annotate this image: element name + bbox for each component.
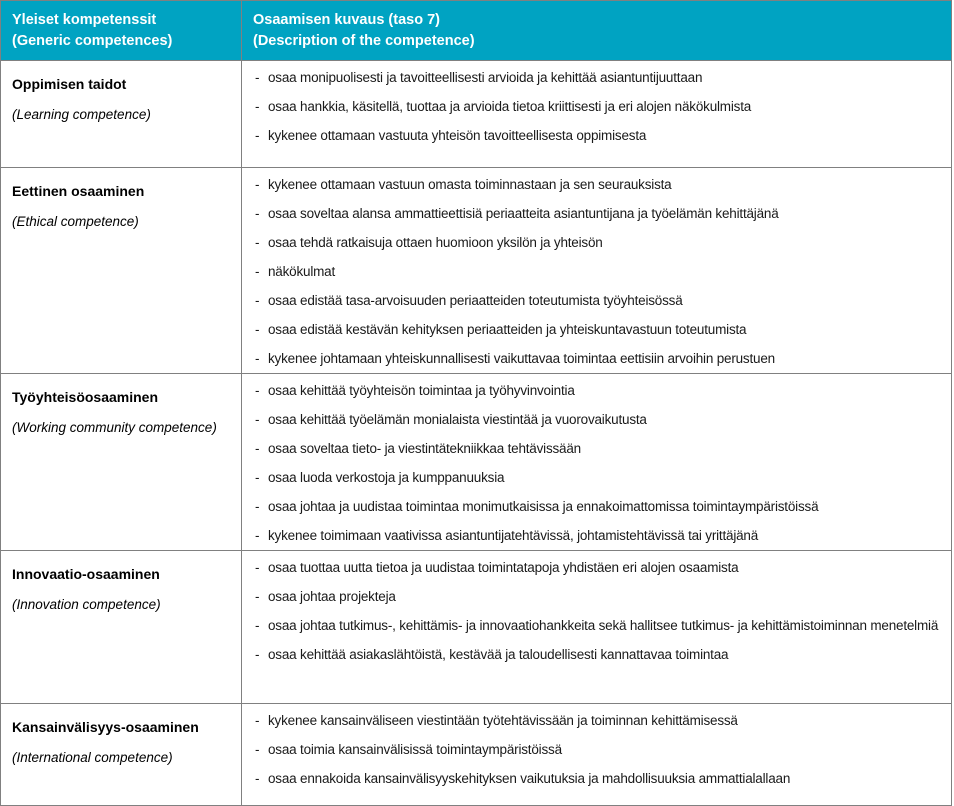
bullet-dash-icon: - — [255, 177, 260, 192]
bullet-text: osaa toimia kansainvälisissä toimintaympäristöissä — [268, 742, 562, 757]
competence-name-cell — [1, 704, 242, 806]
bullet-text: näkökulmat — [268, 264, 336, 279]
table-header — [1, 1, 952, 61]
table-row-innovation-competence — [1, 551, 952, 704]
bullet-item — [255, 199, 941, 228]
competence-title: Innovaatio-osaaminen — [12, 566, 160, 582]
bullet-item — [255, 257, 941, 286]
competence-description-cell — [242, 168, 952, 374]
bullet-dash-icon: - — [255, 441, 260, 456]
header-title-fi: Yleiset kompetenssit — [12, 12, 157, 28]
bullet-dash-icon: - — [255, 647, 260, 662]
bullet-text: osaa tuottaa uutta tietoa ja uudistaa toimintatapoja yhdistäen eri alojen osaamista — [268, 560, 739, 575]
bullet-dash-icon: - — [255, 499, 260, 514]
bullet-text: osaa soveltaa tieto- ja viestintätekniikkaa tehtävissään — [268, 441, 581, 456]
competence-subtitle: (Learning competence) — [12, 107, 151, 122]
bullet-dash-icon: - — [255, 128, 260, 143]
header-title-fi: Osaamisen kuvaus (taso 7) — [253, 12, 440, 28]
bullet-text: kykenee johtamaan yhteiskunnallisesti vaikuttavaa toimintaa eettisiin arvoihin perustuen — [268, 351, 775, 366]
bullet-dash-icon: - — [255, 742, 260, 757]
bullet-item — [255, 286, 941, 315]
bullet-text: kykenee ottamaan vastuuta yhteisön tavoitteellisesta oppimisesta — [268, 128, 647, 143]
competence-name-cell — [1, 61, 242, 168]
bullet-dash-icon: - — [255, 70, 260, 85]
bullet-text: osaa johtaa tutkimus-, kehittämis- ja innovaatiohankkeita sekä hallitsee tutkimus- ja kehittämistoiminnan menetelmiä — [268, 618, 939, 633]
bullet-text: osaa edistää tasa-arvoisuuden periaatteiden toteutumista työyhteisössä — [268, 293, 683, 308]
bullet-list — [242, 374, 951, 550]
competence-description-cell — [242, 61, 952, 168]
bullet-list — [242, 551, 951, 669]
bullet-text: osaa tehdä ratkaisuja ottaen huomioon yksilön ja yhteisön — [268, 235, 603, 250]
bullet-text: osaa johtaa projekteja — [268, 589, 396, 604]
competence-subtitle: (Innovation competence) — [12, 597, 161, 612]
bullet-item — [255, 582, 941, 611]
bullet-dash-icon: - — [255, 293, 260, 308]
bullet-dash-icon: - — [255, 412, 260, 427]
bullet-item — [255, 344, 941, 373]
competence-title: Työyhteisöosaaminen — [12, 389, 159, 405]
bullet-item — [255, 611, 941, 640]
bullet-dash-icon: - — [255, 264, 260, 279]
bullet-item — [255, 121, 941, 150]
bullet-text: osaa soveltaa alansa ammattieettisiä periaatteita asiantuntijana ja työelämän kehittäjänä — [268, 206, 779, 221]
bullet-text: osaa kehittää työelämän monialaista viestintää ja vuorovaikutusta — [268, 412, 647, 427]
bullet-item — [255, 376, 941, 405]
table-row-ethical-competence — [1, 168, 952, 374]
header-cell-competence-description — [242, 1, 952, 61]
bullet-item — [255, 492, 941, 521]
bullet-list — [242, 168, 951, 373]
bullet-item — [255, 521, 941, 550]
header-title-en: (Generic competences) — [12, 33, 173, 49]
bullet-text: kykenee kansainväliseen viestintään työtehtävissään ja toiminnan kehittämisessä — [268, 713, 738, 728]
bullet-text: osaa kehittää asiakaslähtöistä, kestävää ja taloudellisesti kannattavaa toimintaa — [268, 647, 729, 662]
competence-name-cell — [1, 374, 242, 551]
table-row-working-community-competence — [1, 374, 952, 551]
bullet-text: osaa johtaa ja uudistaa toimintaa monimutkaisissa ja ennakoimattomissa toimintaympäristöissä — [268, 499, 819, 514]
bullet-dash-icon: - — [255, 713, 260, 728]
competence-description-cell — [242, 374, 952, 551]
bullet-list — [242, 704, 951, 793]
competence-description-cell — [242, 704, 952, 806]
header-cell-generic-competences — [1, 1, 242, 61]
bullet-item — [255, 640, 941, 669]
bullet-text: osaa kehittää työyhteisön toimintaa ja työhyvinvointia — [268, 383, 575, 398]
competence-title: Oppimisen taidot — [12, 76, 127, 92]
bullet-item — [255, 434, 941, 463]
competence-title: Eettinen osaaminen — [12, 183, 145, 199]
bullet-item — [255, 706, 941, 735]
bullet-dash-icon: - — [255, 528, 260, 543]
bullet-item — [255, 228, 941, 257]
bullet-dash-icon: - — [255, 99, 260, 114]
competence-name-cell — [1, 551, 242, 704]
bullet-dash-icon: - — [255, 618, 260, 633]
table-row-learning-competence — [1, 61, 952, 168]
competence-subtitle: (Ethical competence) — [12, 214, 139, 229]
bullet-dash-icon: - — [255, 589, 260, 604]
bullet-text: osaa luoda verkostoja ja kumppanuuksia — [268, 470, 505, 485]
bullet-dash-icon: - — [255, 351, 260, 366]
bullet-dash-icon: - — [255, 235, 260, 250]
header-title-en: (Description of the competence) — [253, 33, 475, 49]
table-row-international-competence — [1, 704, 952, 806]
bullet-dash-icon: - — [255, 470, 260, 485]
bullet-item — [255, 463, 941, 492]
bullet-text: osaa hankkia, käsitellä, tuottaa ja arvioida tietoa kriittisesti ja eri alojen näkökulmista — [268, 99, 752, 114]
bullet-item — [255, 735, 941, 764]
competence-subtitle: (Working community competence) — [12, 420, 217, 435]
bullet-text: osaa ennakoida kansainvälisyyskehityksen vaikutuksia ja mahdollisuuksia ammattialallaan — [268, 771, 791, 786]
bullet-dash-icon: - — [255, 383, 260, 398]
bullet-dash-icon: - — [255, 771, 260, 786]
bullet-item — [255, 764, 941, 793]
bullet-dash-icon: - — [255, 206, 260, 221]
bullet-item — [255, 553, 941, 582]
bullet-item — [255, 170, 941, 199]
competence-description-cell — [242, 551, 952, 704]
bullet-dash-icon: - — [255, 560, 260, 575]
bullet-text: kykenee ottamaan vastuun omasta toiminnastaan ja sen seurauksista — [268, 177, 672, 192]
competence-name-cell — [1, 168, 242, 374]
bullet-list — [242, 61, 951, 150]
competence-subtitle: (International competence) — [12, 750, 173, 765]
bullet-item — [255, 63, 941, 92]
bullet-text: osaa monipuolisesti ja tavoitteellisesti arvioida ja kehittää asiantuntijuuttaan — [268, 70, 703, 85]
bullet-text: kykenee toimimaan vaativissa asiantuntijatehtävissä, johtamistehtävissä tai yrittäjänä — [268, 528, 759, 543]
bullet-dash-icon: - — [255, 322, 260, 337]
competence-title: Kansainvälisyys-osaaminen — [12, 719, 199, 735]
bullet-item — [255, 405, 941, 434]
bullet-item — [255, 315, 941, 344]
bullet-item — [255, 92, 941, 121]
bullet-text: osaa edistää kestävän kehityksen periaatteiden ja yhteiskuntavastuun toteutumista — [268, 322, 747, 337]
